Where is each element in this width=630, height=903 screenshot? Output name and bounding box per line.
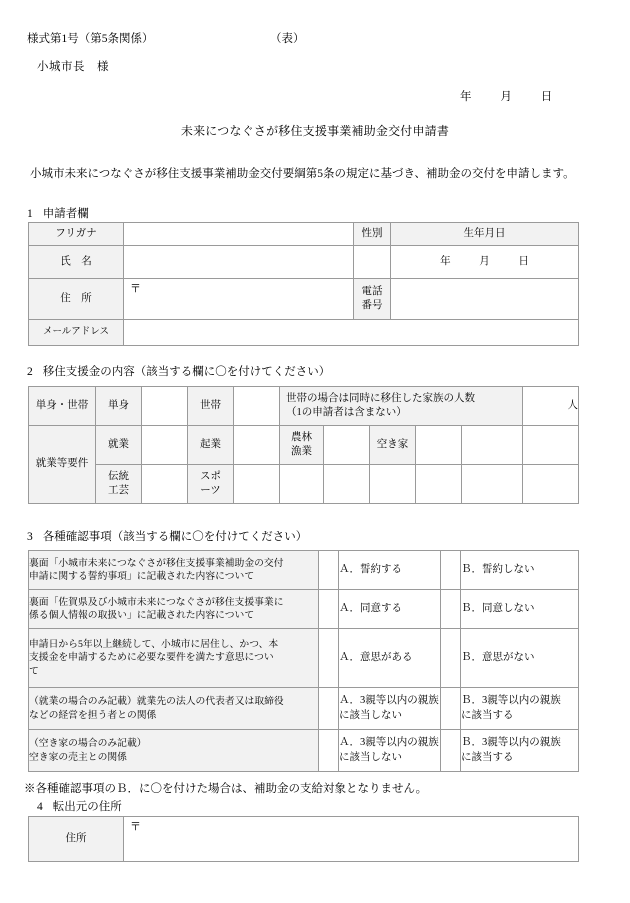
- confirm-row-description: [29, 551, 319, 590]
- address-input[interactable]: [124, 279, 354, 320]
- option-b-mark[interactable]: [441, 688, 461, 730]
- spacer-cell: [280, 465, 324, 504]
- spacer-cell: [324, 465, 370, 504]
- confirm-row-description: [29, 590, 319, 629]
- option-a-line1: Ａ．3親等以内の親族: [339, 695, 439, 707]
- section2-heading: [27, 363, 330, 379]
- postal-mark-icon: 〒: [130, 283, 141, 295]
- option-b-mark[interactable]: [441, 551, 461, 590]
- section1-title: 申請者欄: [42, 208, 89, 220]
- option-a-mark[interactable]: [319, 688, 339, 730]
- option-b-label: [461, 688, 579, 730]
- spacer-cell: [462, 465, 523, 504]
- section4-heading: [37, 798, 122, 814]
- option-sports-mark[interactable]: [234, 465, 280, 504]
- form-side-label: （表）: [270, 33, 305, 45]
- section2-number: 2: [27, 366, 33, 378]
- option-craft-label: [96, 465, 142, 504]
- table-row: [29, 279, 579, 320]
- option-b-mark[interactable]: [441, 590, 461, 629]
- birthdate-label: 生年月日: [391, 223, 579, 246]
- confirm-row-description: [29, 730, 319, 772]
- option-a-line1: Ａ．3親等以内の親族: [339, 737, 439, 749]
- option-b-label: Ｂ．誓約しない: [461, 551, 579, 590]
- phone-label-line1: 電話: [361, 285, 383, 297]
- table-row: [29, 730, 579, 772]
- birth-year-label: 年: [440, 255, 451, 267]
- option-a-label: Ａ．意思がある: [339, 629, 441, 688]
- section3-footnote: ※各種確認事項のＢ．に〇を付けた場合は、補助金の支給対象となりません。: [24, 783, 428, 795]
- postal-mark-icon: 〒: [130, 821, 141, 833]
- section4-title: 転出元の住所: [52, 801, 122, 813]
- option-employment-label: 就業: [96, 426, 142, 465]
- form-number: 様式第1号（第5条関係）: [27, 33, 154, 45]
- option-agriculture-line2: 漁業: [291, 446, 312, 457]
- table-row: [29, 590, 579, 629]
- desc-line3: て: [29, 665, 39, 677]
- table-row: [29, 223, 579, 246]
- phone-label: [354, 279, 391, 320]
- desc-line1: （就業の場合のみ記載）就業先の法人の代表者又は取締役: [29, 696, 284, 708]
- employment-requirement-label: 就業等要件: [29, 426, 96, 504]
- desc-line2: 申請に関する誓約事項」に記載された内容について: [29, 571, 255, 582]
- option-b-label: Ｂ．同意しない: [461, 590, 579, 629]
- option-b-label: [461, 730, 579, 772]
- table-row: [29, 320, 579, 346]
- confirmation-items-table: [28, 550, 579, 772]
- option-startup-mark[interactable]: [234, 426, 280, 465]
- email-label: メールアドレス: [29, 320, 124, 346]
- section3-heading: [27, 528, 307, 544]
- table-row: [29, 387, 579, 426]
- confirm-row-description: [29, 629, 319, 688]
- phone-input[interactable]: [391, 279, 579, 320]
- option-craft-line2: 工芸: [108, 485, 129, 496]
- address-label: 住 所: [29, 279, 124, 320]
- confirm-row-description: [29, 688, 319, 730]
- option-startup-label: 起業: [188, 426, 234, 465]
- furigana-label: フリガナ: [29, 223, 124, 246]
- spacer-cell: [416, 465, 462, 504]
- applicant-table: [28, 222, 579, 346]
- household-note-line1: 世帯の場合は同時に移住した家族の人数: [286, 392, 475, 404]
- table-row: [29, 629, 579, 688]
- option-a-mark[interactable]: [319, 629, 339, 688]
- spacer-cell: [462, 426, 523, 465]
- option-b-mark[interactable]: [441, 629, 461, 688]
- desc-line1: （空き家の場合のみ記載）: [29, 738, 147, 750]
- option-agriculture-label: [280, 426, 324, 465]
- addressee: 小城市長 様: [37, 61, 109, 73]
- table-row: [29, 688, 579, 730]
- support-content-table: [28, 386, 579, 504]
- gender-input[interactable]: [354, 246, 391, 279]
- section4-number: 4: [37, 801, 43, 813]
- option-craft-line1: 伝統: [108, 470, 129, 482]
- option-b-label: Ｂ．意思がない: [461, 629, 579, 688]
- household-unit-label: 人: [567, 399, 578, 411]
- origin-address-table: [28, 816, 579, 862]
- birth-day-label: 日: [518, 255, 529, 267]
- option-sports-label: [188, 465, 234, 504]
- birth-month-label: 月: [479, 255, 490, 267]
- desc-line2: などの経営を担う者との関係: [29, 709, 157, 721]
- desc-line2: 係る個人情報の取扱い」に記載された内容について: [29, 610, 255, 621]
- desc-line2: 空き家の売主との関係: [29, 751, 127, 763]
- option-household-mark[interactable]: [234, 387, 280, 426]
- origin-address-label: 住所: [29, 817, 124, 862]
- lead-paragraph: 小城市未来につなぐさが移住支援事業補助金交付要綱第5条の規定に基づき、補助金の交付を申請します。: [30, 168, 575, 180]
- birthdate-input[interactable]: [391, 246, 579, 279]
- option-b-line1: Ｂ．3親等以内の親族: [461, 737, 561, 749]
- option-agriculture-line1: 農林: [291, 431, 312, 443]
- option-vacant-house-mark[interactable]: [416, 426, 462, 465]
- household-member-note: [280, 387, 523, 426]
- email-input[interactable]: [124, 320, 579, 346]
- option-b-line1: Ｂ．3親等以内の親族: [461, 695, 561, 707]
- option-single-mark[interactable]: [142, 387, 188, 426]
- desc-line1: 裏面「佐賀県及び小城市未来につなぐさが移住支援事業に: [29, 596, 284, 608]
- desc-line1: 申請日から5年以上継続して、小城市に居住し、かつ、本: [29, 639, 279, 651]
- date-day-label: 日: [540, 91, 553, 103]
- section1-heading: [27, 205, 89, 221]
- furigana-input[interactable]: [124, 223, 354, 246]
- option-b-mark[interactable]: [441, 730, 461, 772]
- table-row: [29, 426, 579, 465]
- household-member-count-input[interactable]: [523, 387, 579, 426]
- submission-date-field[interactable]: [460, 88, 552, 104]
- date-year-label: 年: [460, 91, 472, 103]
- section2-title: 移住支援金の内容（該当する欄に〇を付けてください）: [42, 366, 331, 378]
- option-a-label: Ａ．同意する: [339, 590, 441, 629]
- spacer-cell: [523, 465, 579, 504]
- option-a-line2: に該当しない: [339, 751, 402, 763]
- option-employment-mark[interactable]: [142, 426, 188, 465]
- spacer-cell: [523, 426, 579, 465]
- desc-line1: 裏面「小城市未来につなぐさが移住支援事業補助金の交付: [29, 557, 284, 569]
- table-row: [29, 817, 579, 862]
- section3-title: 各種確認事項（該当する欄に〇を付けてください）: [42, 531, 308, 543]
- document-title: 未来につなぐさが移住支援事業補助金交付申請書: [180, 124, 450, 138]
- option-vacant-house-label: 空き家: [370, 426, 416, 465]
- table-row: [29, 246, 579, 279]
- table-row: [29, 465, 579, 504]
- household-note-line2: （1の申請者は含まない）: [286, 407, 407, 418]
- option-a-line2: に該当しない: [339, 709, 402, 721]
- option-b-line2: に該当する: [461, 751, 514, 763]
- option-sports-line1: スポ: [200, 470, 221, 482]
- option-b-line2: に該当する: [461, 709, 514, 721]
- option-a-label: [339, 688, 441, 730]
- option-a-label: [339, 730, 441, 772]
- section1-number: 1: [27, 208, 33, 220]
- table-row: [29, 551, 579, 590]
- name-input[interactable]: [124, 246, 354, 279]
- spacer-cell: [370, 465, 416, 504]
- gender-label: 性別: [354, 223, 391, 246]
- single-or-household-label: 単身・世帯: [29, 387, 96, 426]
- option-a-mark[interactable]: [319, 730, 339, 772]
- date-month-label: 月: [500, 91, 512, 103]
- option-household-label: 世帯: [188, 387, 234, 426]
- option-a-mark[interactable]: [319, 551, 339, 590]
- option-a-mark[interactable]: [319, 590, 339, 629]
- option-sports-line2: ーツ: [200, 485, 221, 496]
- option-agriculture-mark[interactable]: [324, 426, 370, 465]
- phone-label-line2: 番号: [361, 300, 383, 311]
- section3-number: 3: [27, 531, 33, 543]
- option-single-label: 単身: [96, 387, 142, 426]
- option-a-label: Ａ．誓約する: [339, 551, 441, 590]
- option-craft-mark[interactable]: [142, 465, 188, 504]
- name-label: 氏 名: [29, 246, 124, 279]
- desc-line2: 支援金を申請するために必要な要件を満たす意思につい: [29, 652, 274, 664]
- origin-address-input[interactable]: [124, 817, 579, 862]
